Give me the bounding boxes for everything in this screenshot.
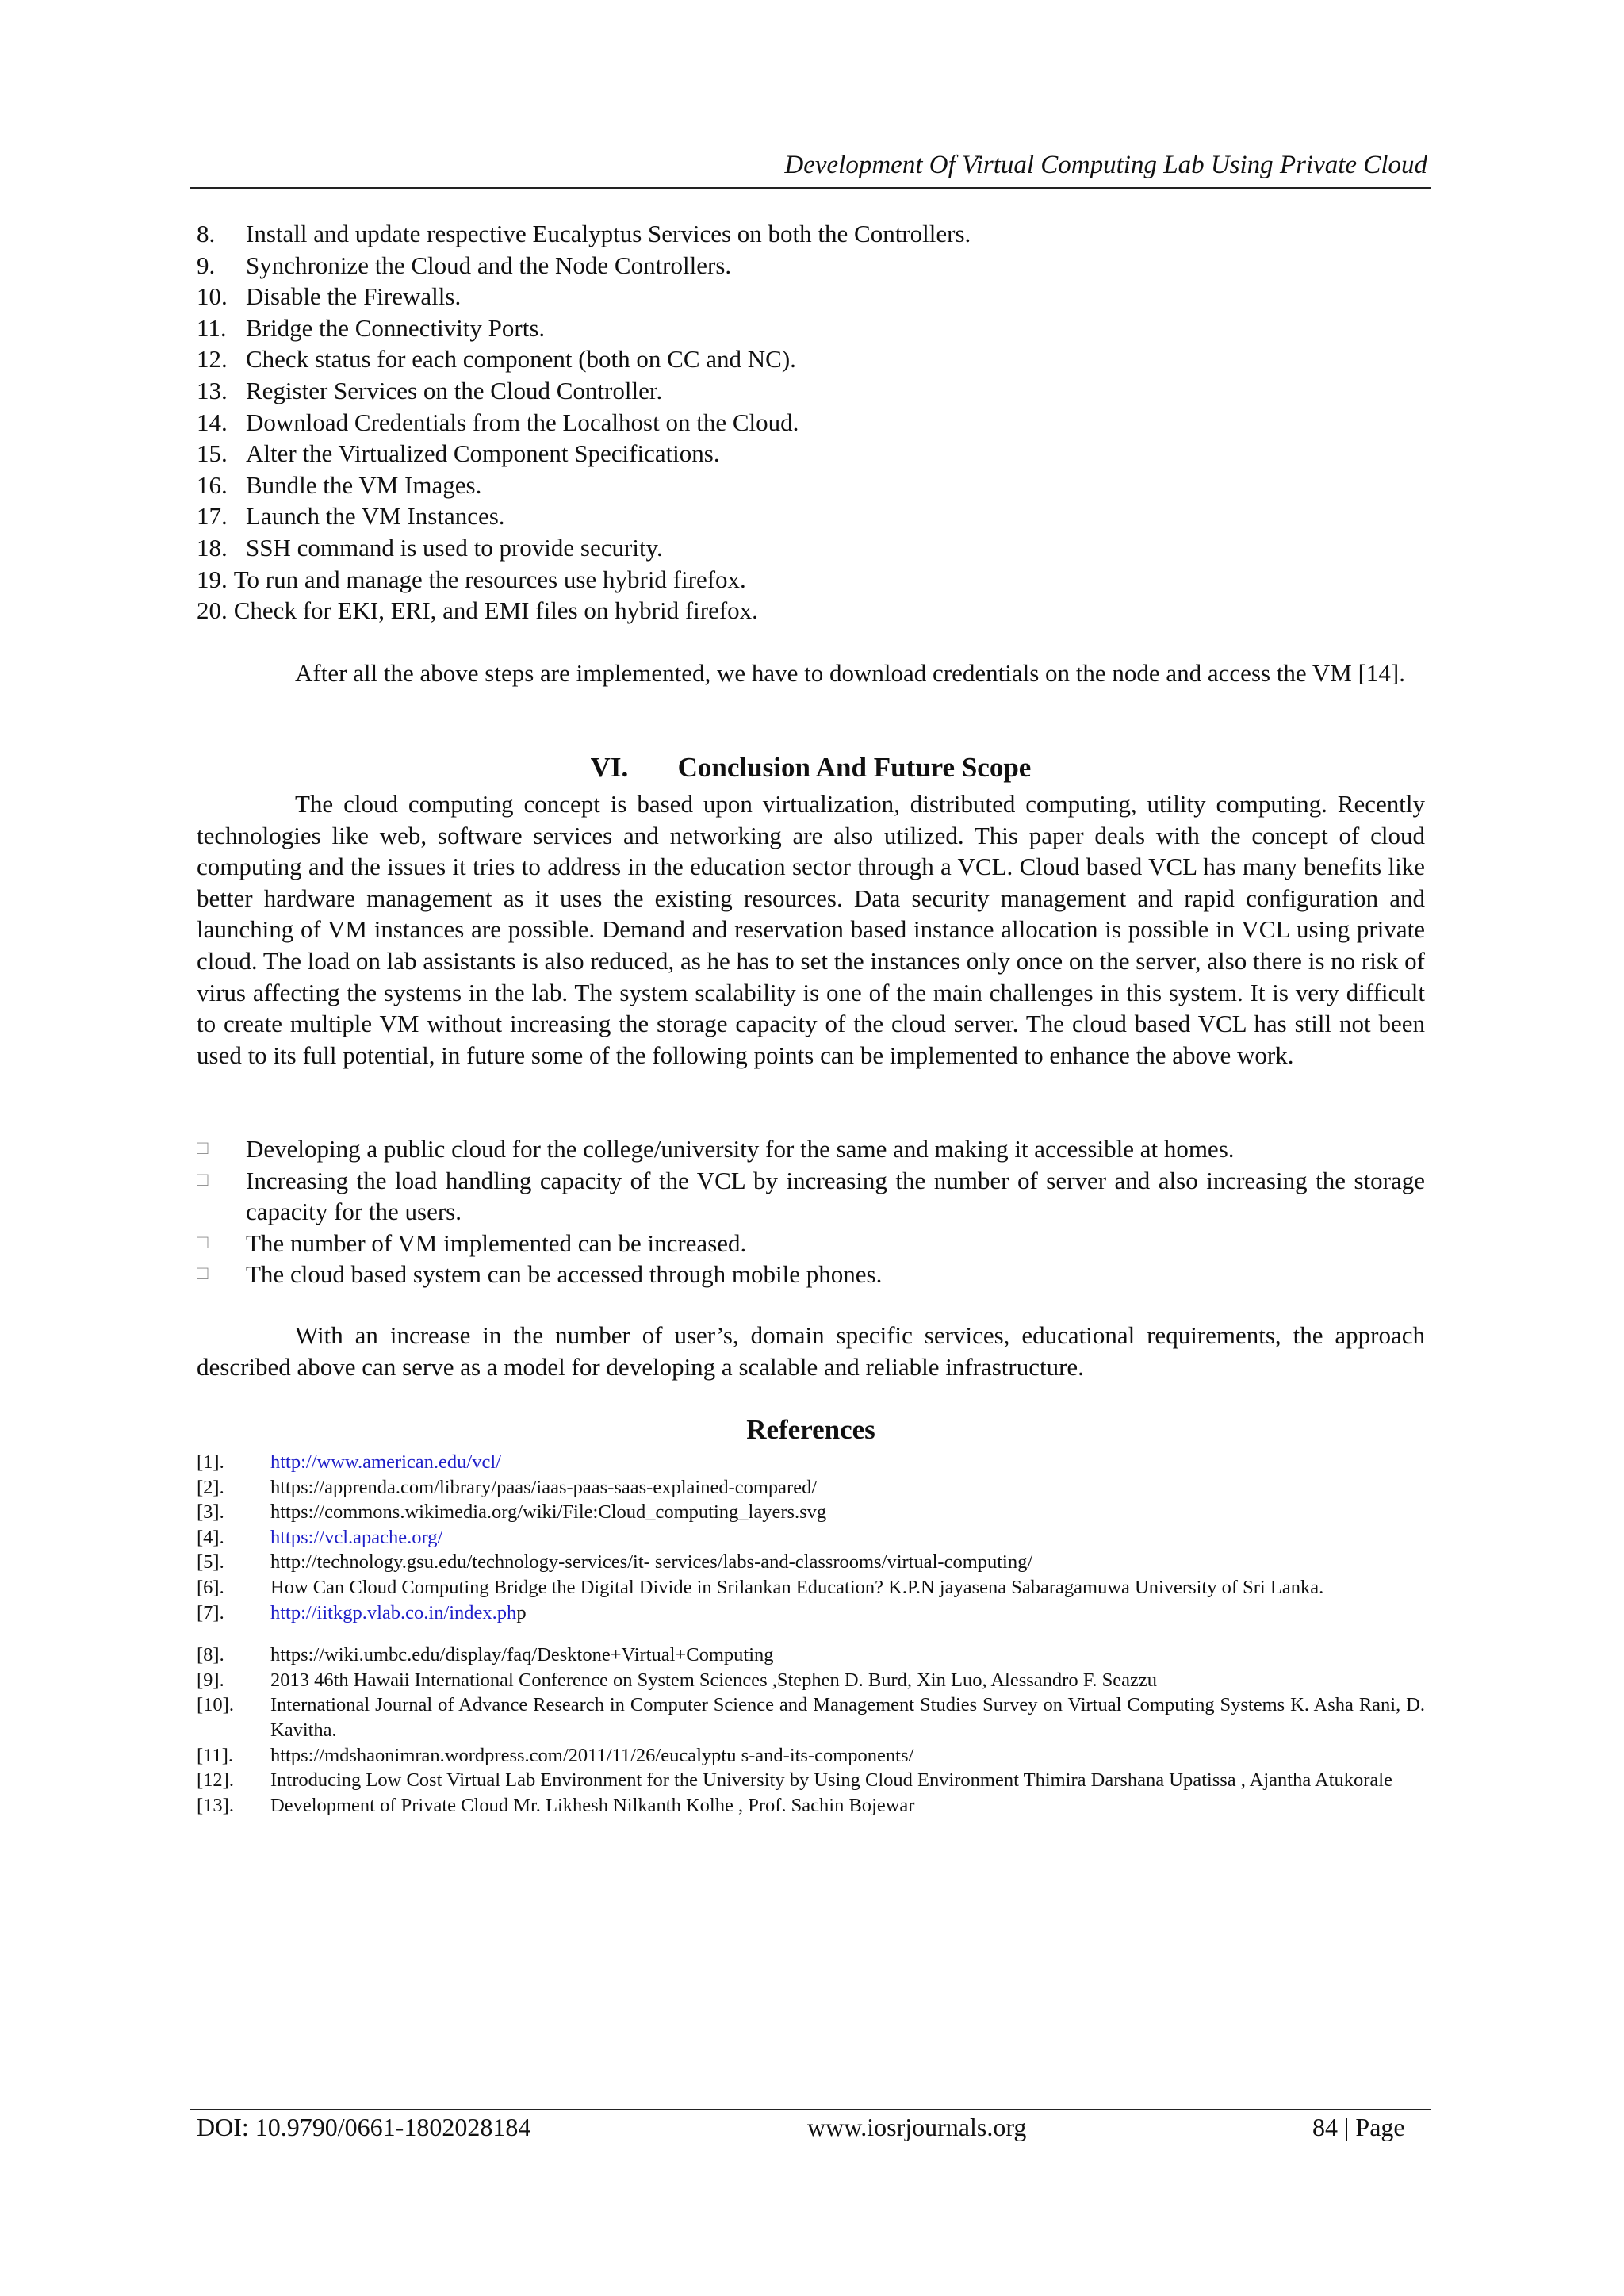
- step-number: 19.: [197, 565, 228, 593]
- list-item: [197, 281, 1434, 312]
- reference-number: [5].: [197, 1551, 224, 1573]
- reference-text: https://apprenda.com/library/paas/iaas-paas-saas-explained-compared/: [270, 1476, 818, 1498]
- step-text: SSH command is used to provide security.: [246, 533, 663, 562]
- list-item: [197, 1668, 1425, 1693]
- footer-page-number: 84 | Page: [1312, 2113, 1405, 2141]
- reference-number: [9].: [197, 1669, 224, 1691]
- list-item: [197, 564, 1434, 596]
- step-number: 12.: [197, 345, 228, 374]
- step-text: To run and manage the resources use hybrid firefox.: [233, 565, 746, 593]
- step-text: Disable the Firewalls.: [246, 282, 462, 311]
- list-item: [197, 407, 1434, 439]
- step-text: Synchronize the Cloud and the Node Controllers.: [246, 251, 732, 279]
- reference-link[interactable]: http://iitkgp.vlab.co.in/index.ph: [270, 1601, 517, 1623]
- step-number: 18.: [197, 533, 228, 562]
- step-number: 13.: [197, 376, 228, 404]
- step-number: 16.: [197, 470, 228, 499]
- bullet-text: The cloud based system can be accessed through mobile phones.: [246, 1260, 883, 1289]
- list-item: [197, 470, 1434, 501]
- reference-text: Introducing Low Cost Virtual Lab Environment for the University by Using Cloud Environment Thimira Darshana Upatissa , Ajantha Atukorale: [270, 1769, 1392, 1792]
- list-item: [197, 1743, 1425, 1769]
- bullet-box-icon: □: [197, 1138, 209, 1159]
- reference-text: https://mdshaonimran.wordpress.com/2011/11/26/eucalyptu s-and-its-components/: [270, 1744, 914, 1766]
- list-item: [197, 343, 1434, 375]
- list-item: [197, 1165, 1425, 1228]
- reference-number: [13].: [197, 1794, 234, 1816]
- list-item: [197, 1768, 1425, 1793]
- step-number: 9.: [197, 251, 216, 279]
- footer-doi: DOI: 10.9790/0661-1802028184: [197, 2113, 531, 2141]
- list-item: [197, 1259, 1425, 1290]
- step-number: 17.: [197, 502, 228, 531]
- step-text: Bridge the Connectivity Ports.: [246, 313, 546, 342]
- list-item: [197, 1793, 1425, 1819]
- list-item: [197, 1575, 1425, 1600]
- step-number: 10.: [197, 282, 228, 311]
- future-scope-list: [197, 1133, 1425, 1290]
- bullet-box-icon: □: [197, 1232, 209, 1253]
- list-item: [197, 438, 1434, 470]
- after-steps-paragraph: After all the above steps are implemented, we have to download credentials on the node and access the VM [14].: [295, 659, 1405, 687]
- reference-number: [11].: [197, 1744, 234, 1766]
- list-item: [197, 532, 1434, 564]
- bullet-text: Developing a public cloud for the college/university for the same and making it accessible at homes.: [246, 1135, 1235, 1163]
- reference-number: [1].: [197, 1451, 224, 1473]
- list-item: [197, 500, 1434, 532]
- step-text: Install and update respective Eucalyptus Services on both the Controllers.: [246, 220, 971, 247]
- list-item: [197, 1550, 1425, 1575]
- list-item: [197, 1228, 1425, 1259]
- reference-suffix: p: [516, 1601, 527, 1623]
- reference-link[interactable]: https://vcl.apache.org/: [270, 1526, 443, 1548]
- list-item: [197, 218, 1434, 250]
- list-item: [197, 1475, 1425, 1501]
- steps-list: [197, 218, 1434, 627]
- conclusion-paragraph: The cloud computing concept is based upon virtualization, distributed computing, utility computing. Recently technologies like web, software services and networking are also utilized. This paper deals with the concept of cloud computing and the issues it tries to address in the education sector through a VCL. Cloud based VCL has many benefits like better hardware management as it uses the existing resources. Data security management and rapid configuration and launching of VM instances are possible. Demand and reservation based instance allocation is possible in VCL using private cloud. The load on lab assistants is also reduced, as he has to set the instances only once on the server, also there is no risk of virus affecting the systems in the lab. The system scalability is one of the main challenges in this system. It is very difficult to create multiple VM without increasing the storage capacity of the cloud server. The cloud based VCL has still not been used to its full potential, in future some of the following points can be implemented to enhance the above work.: [197, 790, 1425, 1069]
- step-number: 15.: [197, 439, 228, 468]
- list-item: [197, 595, 1434, 627]
- step-text: Launch the VM Instances.: [246, 502, 505, 531]
- list-item: [197, 312, 1434, 344]
- closing-paragraph: With an increase in the number of user’s, domain specific services, educational requirements, the approach described above can serve as a model for developing a scalable and reliable infrastructure.: [197, 1321, 1425, 1381]
- reference-number: [2].: [197, 1476, 224, 1498]
- header-divider: [190, 187, 1431, 189]
- reference-text: http://technology.gsu.edu/technology-services/it- services/labs-and-classrooms/virtual-computing/: [270, 1551, 1033, 1573]
- step-text: Register Services on the Cloud Controller.: [246, 376, 663, 404]
- bullet-text: Increasing the load handling capacity of the VCL by increasing the number of server and also increasing the storage capacity for the users.: [246, 1166, 1425, 1226]
- reference-text: https://wiki.umbc.edu/display/faq/Desktone+Virtual+Computing: [270, 1644, 774, 1666]
- list-item: [197, 1500, 1425, 1525]
- footer-website: www.iosrjournals.org: [807, 2113, 1027, 2141]
- section-title: Conclusion And Future Scope: [677, 752, 1032, 783]
- references-heading: References: [746, 1414, 875, 1445]
- list-item: [197, 1642, 1425, 1668]
- section-number: VI.: [590, 752, 629, 783]
- list-item: [197, 250, 1434, 282]
- step-text: Download Credentials from the Localhost on the Cloud.: [246, 408, 799, 436]
- reference-text: International Journal of Advance Research in Computer Science and Management Studies Survey on Virtual Computing Systems K. Asha Rani, D. Kavitha.: [270, 1694, 1425, 1741]
- reference-number: [10].: [197, 1694, 234, 1716]
- bullet-box-icon: □: [197, 1169, 209, 1190]
- reference-number: [8].: [197, 1644, 224, 1666]
- list-item: [197, 375, 1434, 407]
- reference-number: [6].: [197, 1576, 224, 1598]
- reference-text: How Can Cloud Computing Bridge the Digital Divide in Srilankan Education? K.P.N jayasena Sabaragamuwa University of Sri Lanka.: [270, 1576, 1324, 1598]
- reference-link[interactable]: http://www.american.edu/vcl/: [270, 1451, 501, 1473]
- step-number: 20.: [197, 596, 228, 625]
- list-item: [197, 1450, 1425, 1475]
- footer-divider: [190, 2109, 1431, 2110]
- reference-number: [4].: [197, 1526, 224, 1548]
- step-text: Check for EKI, ERI, and EMI files on hybrid firefox.: [233, 596, 758, 625]
- step-text: Alter the Virtualized Component Specifications.: [246, 439, 720, 468]
- list-item: [197, 1133, 1425, 1165]
- section-heading: [197, 752, 1425, 784]
- reference-text: Development of Private Cloud Mr. Likhesh Nilkanth Kolhe , Prof. Sachin Bojewar: [270, 1794, 915, 1816]
- step-number: 14.: [197, 408, 228, 436]
- reference-text: https://commons.wikimedia.org/wiki/File:Cloud_computing_layers.svg: [270, 1501, 827, 1524]
- reference-text: 2013 46th Hawaii International Conference on System Sciences ,Stephen D. Burd, Xin Luo, Alessandro F. Seazzu: [270, 1669, 1157, 1691]
- bullet-box-icon: □: [197, 1263, 209, 1285]
- reference-number: [3].: [197, 1501, 224, 1524]
- list-item: [197, 1600, 1425, 1626]
- step-number: 8.: [197, 220, 216, 247]
- references-list: [197, 1450, 1425, 1818]
- list-item: [197, 1525, 1425, 1550]
- reference-number: [12].: [197, 1769, 234, 1792]
- bullet-text: The number of VM implemented can be increased.: [246, 1228, 747, 1257]
- reference-number: [7].: [197, 1601, 224, 1623]
- running-title: Development Of Virtual Computing Lab Using Private Cloud: [784, 151, 1427, 179]
- step-number: 11.: [197, 313, 227, 342]
- step-text: Bundle the VM Images.: [246, 470, 482, 499]
- step-text: Check status for each component (both on CC and NC).: [246, 345, 796, 374]
- list-item: [197, 1692, 1425, 1742]
